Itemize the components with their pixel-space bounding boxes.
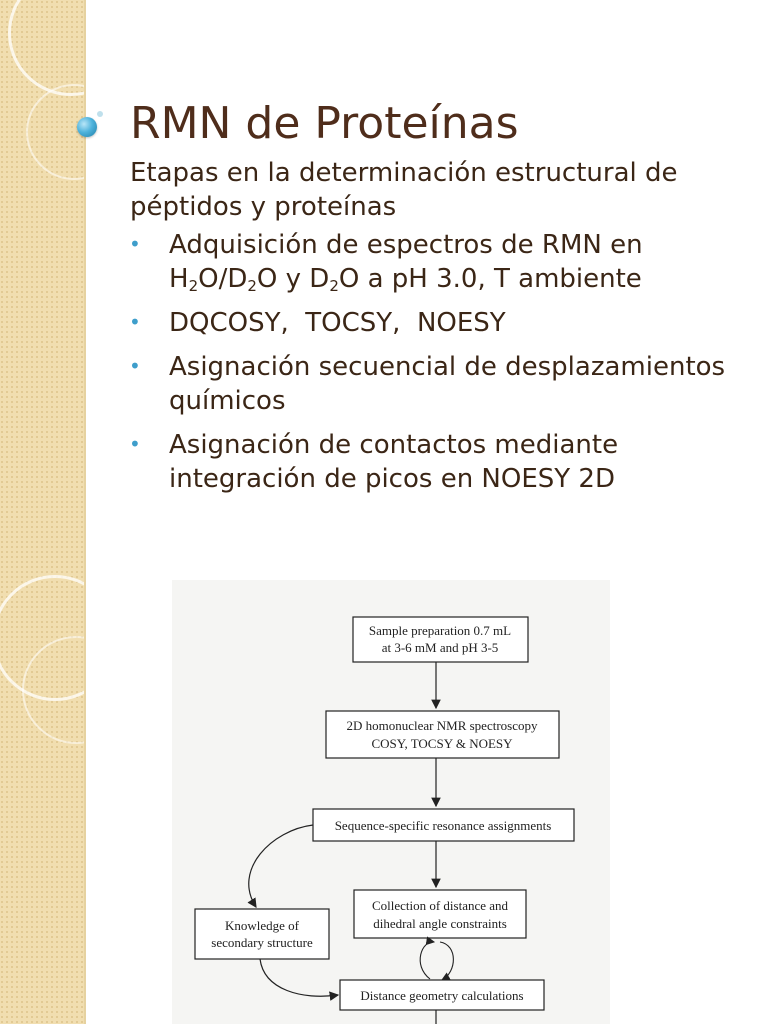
- bullet-list: [130, 228, 750, 496]
- flowchart-figure: [172, 580, 610, 1024]
- sample-prep-line1: Sample preparation 0.7 mL: [368, 623, 512, 638]
- bullet-item: [130, 228, 750, 296]
- subscript: 2: [188, 277, 199, 295]
- curved-arrow: [249, 825, 313, 907]
- curved-arrow: [260, 959, 338, 996]
- bullet-item: [130, 350, 750, 418]
- bullet-dot-icon: •: [129, 432, 141, 456]
- collection-line2: dihedral angle constraints: [373, 916, 507, 931]
- loop-arrow: [440, 942, 453, 980]
- bullet-dot-icon: •: [129, 232, 141, 256]
- bullet-item: [130, 306, 750, 340]
- title-small-dot-icon: [97, 111, 103, 117]
- sequence-text: Sequence-specific resonance assignments: [334, 818, 552, 833]
- distance-text: Distance geometry calculations: [360, 988, 524, 1003]
- subscript: 2: [329, 277, 339, 295]
- knowledge-line1: Knowledge of: [224, 918, 300, 933]
- nmr-line1: 2D homonuclear NMR spectroscopy: [346, 718, 538, 733]
- bullet-text: Asignación de contactos mediante integración de picos en NOESY 2D: [169, 430, 619, 494]
- slide-title: RMN de Proteínas: [130, 98, 519, 149]
- knowledge-line2: secondary structure: [211, 935, 313, 950]
- bullet-dot-icon: •: [129, 310, 141, 334]
- decorative-arc: [26, 84, 84, 180]
- bullet-item: [130, 428, 750, 496]
- subscript: 2: [247, 277, 257, 295]
- bullet-text-line1: Adquisición de espectros de RMN en: [169, 230, 643, 260]
- bullet-text-mid: O/D: [198, 264, 248, 294]
- intro-text: Etapas en la determinación estructural de péptidos y proteínas: [130, 158, 678, 222]
- collection-line1: Collection of distance and: [371, 898, 509, 913]
- flowchart-svg: [172, 580, 610, 1024]
- nmr-line2: COSY, TOCSY & NOESY: [371, 736, 513, 751]
- bullet-text-h: H: [169, 264, 189, 294]
- decorative-arc: [8, 0, 84, 96]
- decorative-side-band: [0, 0, 84, 1024]
- bullet-text: Asignación secuencial de desplazamientos químicos: [169, 352, 726, 416]
- title-bullet-orb-icon: [77, 117, 97, 137]
- sample-prep-line2: at 3-6 mM and pH 3-5: [381, 640, 499, 655]
- slide-content: [130, 156, 750, 506]
- bullet-text-oyd: O y D: [256, 264, 330, 294]
- bullet-dot-icon: •: [129, 354, 141, 378]
- secondary-structure-box: [195, 909, 329, 959]
- loop-arrow: [420, 942, 434, 979]
- band-edge-line: [84, 0, 86, 1024]
- bullet-text: DQCOSY, TOCSY, NOESY: [169, 308, 506, 338]
- bullet-text-end: O a pH 3.0, T ambiente: [338, 264, 642, 294]
